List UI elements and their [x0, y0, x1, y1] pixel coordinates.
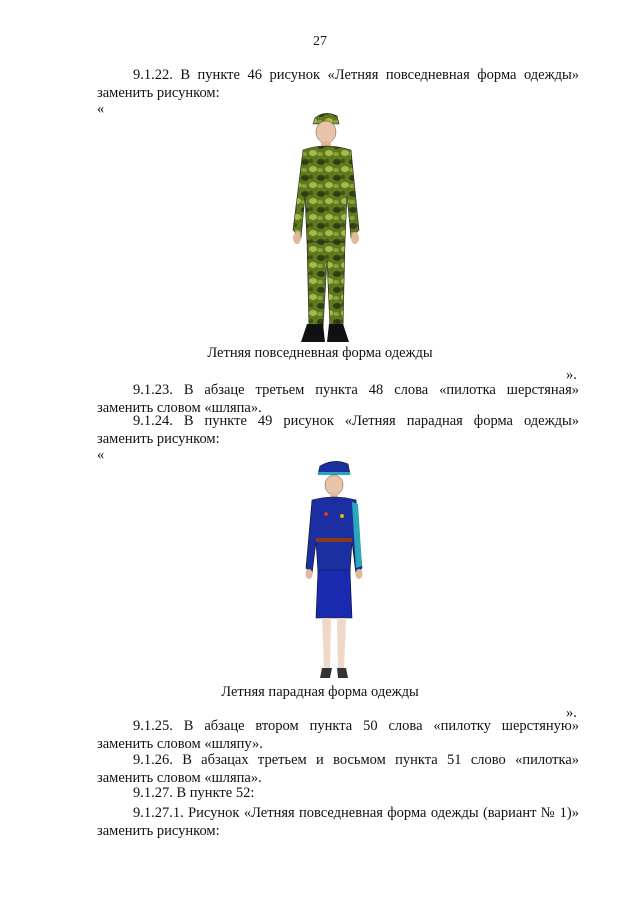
quote-close-mark: ».: [566, 705, 577, 721]
quote-open-mark: «: [97, 101, 105, 117]
figure-caption-summer-parade: Летняя парадная форма одежды: [221, 684, 419, 700]
quote-open-mark: «: [97, 447, 105, 463]
paragraph-9-1-26: 9.1.26. В абзацах третьем и восьмом пункта 51 слово «пилотка» заменить словом «шляпа».: [97, 752, 579, 786]
paragraph-9-1-27: 9.1.27. В пункте 52:: [133, 785, 255, 801]
quote-close-mark: ».: [566, 367, 577, 383]
paragraph-9-1-23: 9.1.23. В абзаце третьем пункта 48 слова «пилотка шерстяная» заменить словом «шляпа».: [97, 382, 579, 416]
paragraph-9-1-22: 9.1.22. В пункте 46 рисунок «Летняя повседневная форма одежды» заменить рисунком:: [97, 67, 579, 101]
page-number: 27: [313, 34, 327, 49]
paragraph-9-1-25: 9.1.25. В абзаце втором пункта 50 слова «пилотку шерстяную» заменить словом «шляпу».: [97, 718, 579, 752]
summer-parade-uniform-figure: [300, 458, 370, 683]
figure-caption-summer-daily: Летняя повседневная форма одежды: [207, 345, 433, 361]
paragraph-9-1-24: 9.1.24. В пункте 49 рисунок «Летняя парадная форма одежды» заменить рисунком:: [97, 413, 579, 447]
summer-daily-uniform-figure: [285, 110, 375, 348]
paragraph-9-1-27-1: 9.1.27.1. Рисунок «Летняя повседневная форма одежды (вариант № 1)» заменить рисунком:: [97, 805, 579, 839]
